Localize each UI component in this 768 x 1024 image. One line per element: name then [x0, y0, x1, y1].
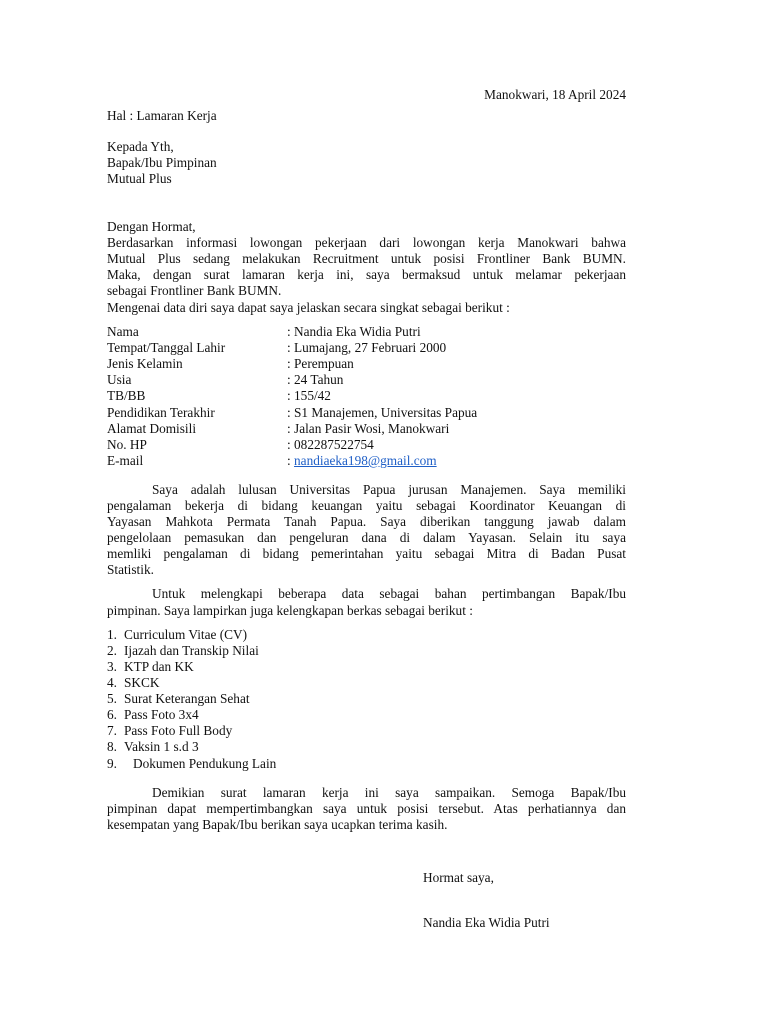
- attachment-item: [107, 675, 159, 691]
- attachment-item: [107, 691, 250, 707]
- bio-value: : 082287522754: [287, 437, 374, 452]
- bio-value: : S1 Manajemen, Universitas Papua: [287, 405, 478, 420]
- email-colon: :: [287, 453, 295, 468]
- attachment-item: [107, 643, 259, 659]
- recipient-line: Bapak/Ibu Pimpinan: [107, 155, 217, 170]
- recipient-line: Mutual Plus: [107, 171, 172, 186]
- attachment-text: Surat Keterangan Sehat: [124, 691, 250, 706]
- attachment-text: Dokumen Pendukung Lain: [133, 756, 277, 771]
- attachment-number: 8.: [107, 739, 117, 754]
- bio-value: : 155/42: [287, 388, 331, 403]
- bio-label: E-mail: [107, 453, 144, 468]
- attachment-item: [107, 627, 247, 643]
- letter-subject: Hal : Lamaran Kerja: [107, 108, 217, 123]
- attachment-number: 3.: [107, 659, 117, 674]
- attachment-text: Vaksin 1 s.d 3: [124, 739, 199, 754]
- bio-label: Pendidikan Terakhir: [107, 405, 215, 420]
- email-link[interactable]: nandiaeka198@gmail.com: [294, 453, 437, 468]
- closing-line: pimpinan dapat mempertimbangkan saya untuk posisi tersebut. Atas perhatiannya dan: [107, 801, 626, 816]
- attachment-item: [107, 707, 199, 723]
- attachment-text: Pass Foto 3x4: [124, 707, 199, 722]
- recipient-line: Kepada Yth,: [107, 139, 174, 154]
- bio-value: : Jalan Pasir Wosi, Manokwari: [287, 421, 450, 436]
- bio-label: No. HP: [107, 437, 147, 452]
- attachment-number: 5.: [107, 691, 117, 706]
- bio-label: Alamat Domisili: [107, 421, 197, 436]
- bio-label: Nama: [107, 324, 139, 339]
- attachment-text: Ijazah dan Transkip Nilai: [124, 643, 259, 658]
- bio-label: Jenis Kelamin: [107, 356, 183, 371]
- attachment-text: KTP dan KK: [124, 659, 194, 674]
- attachment-text: SKCK: [124, 675, 160, 690]
- attachment-item: [107, 723, 232, 739]
- intro-line: Berdasarkan informasi lowongan pekerjaan dari lowongan kerja Manokwari bahwa: [107, 235, 626, 250]
- bio-label: TB/BB: [107, 388, 146, 403]
- bio-label: Usia: [107, 372, 132, 387]
- attachment-item: [107, 739, 199, 755]
- intro-line: sebagai Frontliner Bank BUMN.: [107, 283, 282, 298]
- attachment-number: 6.: [107, 707, 117, 722]
- attachment-item: [107, 659, 194, 675]
- paragraph-line: pimpinan. Saya lampirkan juga kelengkapan berkas sebagai berikut :: [107, 603, 473, 618]
- attachment-text: Curriculum Vitae (CV): [124, 627, 248, 642]
- greeting: Dengan Hormat,: [107, 219, 196, 234]
- paragraph-line: Untuk melengkapi beberapa data sebagai bahan pertimbangan Bapak/Ibu: [152, 586, 626, 601]
- bio-value: [287, 453, 437, 469]
- attachment-number: 1.: [107, 627, 117, 642]
- attachment-number: 9.: [107, 756, 117, 771]
- bio-value: : Lumajang, 27 Februari 2000: [287, 340, 447, 355]
- paragraph-line: Statistik.: [107, 562, 154, 577]
- attachment-text: Pass Foto Full Body: [124, 723, 233, 738]
- data-intro: Mengenai data diri saya dapat saya jelaskan secara singkat sebagai berikut :: [107, 300, 510, 315]
- paragraph-line: memliki pengalaman di bidang pemerintahan yaitu sebagai Mitra di Badan Pusat: [107, 546, 626, 561]
- bio-value: : Perempuan: [287, 356, 354, 371]
- paragraph-line: Saya adalah lulusan Universitas Papua jurusan Manajemen. Saya memiliki: [152, 482, 626, 497]
- bio-label: Tempat/Tanggal Lahir: [107, 340, 226, 355]
- paragraph-line: pengelolaan pemasukan dan pengeluran dana di dalam Yayasan. Selain itu saya: [107, 530, 626, 545]
- attachment-item: [107, 756, 276, 772]
- closing-line: Demikian surat lamaran kerja ini saya sampaikan. Semoga Bapak/Ibu: [152, 785, 626, 800]
- signoff: Hormat saya,: [423, 870, 494, 885]
- closing-line: kesempatan yang Bapak/Ibu berikan saya ucapkan terima kasih.: [107, 817, 448, 832]
- signature-name: Nandia Eka Widia Putri: [423, 915, 550, 930]
- letter-date: Manokwari, 18 April 2024: [484, 87, 626, 102]
- bio-value: : 24 Tahun: [287, 372, 344, 387]
- intro-line: Mutual Plus sedang melakukan Recruitment untuk posisi Frontliner Bank BUMN.: [107, 251, 626, 266]
- paragraph-line: pengalaman bekerja di bidang keuangan yaitu sebagai Koordinator Keuangan di: [107, 498, 626, 513]
- paragraph-line: Yayasan Mahkota Permata Tanah Papua. Saya diberikan tanggung jawab dalam: [107, 514, 626, 529]
- attachment-number: 4.: [107, 675, 117, 690]
- intro-line: Maka, dengan surat lamaran kerja ini, saya bermaksud untuk melamar pekerjaan: [107, 267, 626, 282]
- bio-value: : Nandia Eka Widia Putri: [287, 324, 421, 339]
- attachment-number: 7.: [107, 723, 117, 738]
- attachment-number: 2.: [107, 643, 117, 658]
